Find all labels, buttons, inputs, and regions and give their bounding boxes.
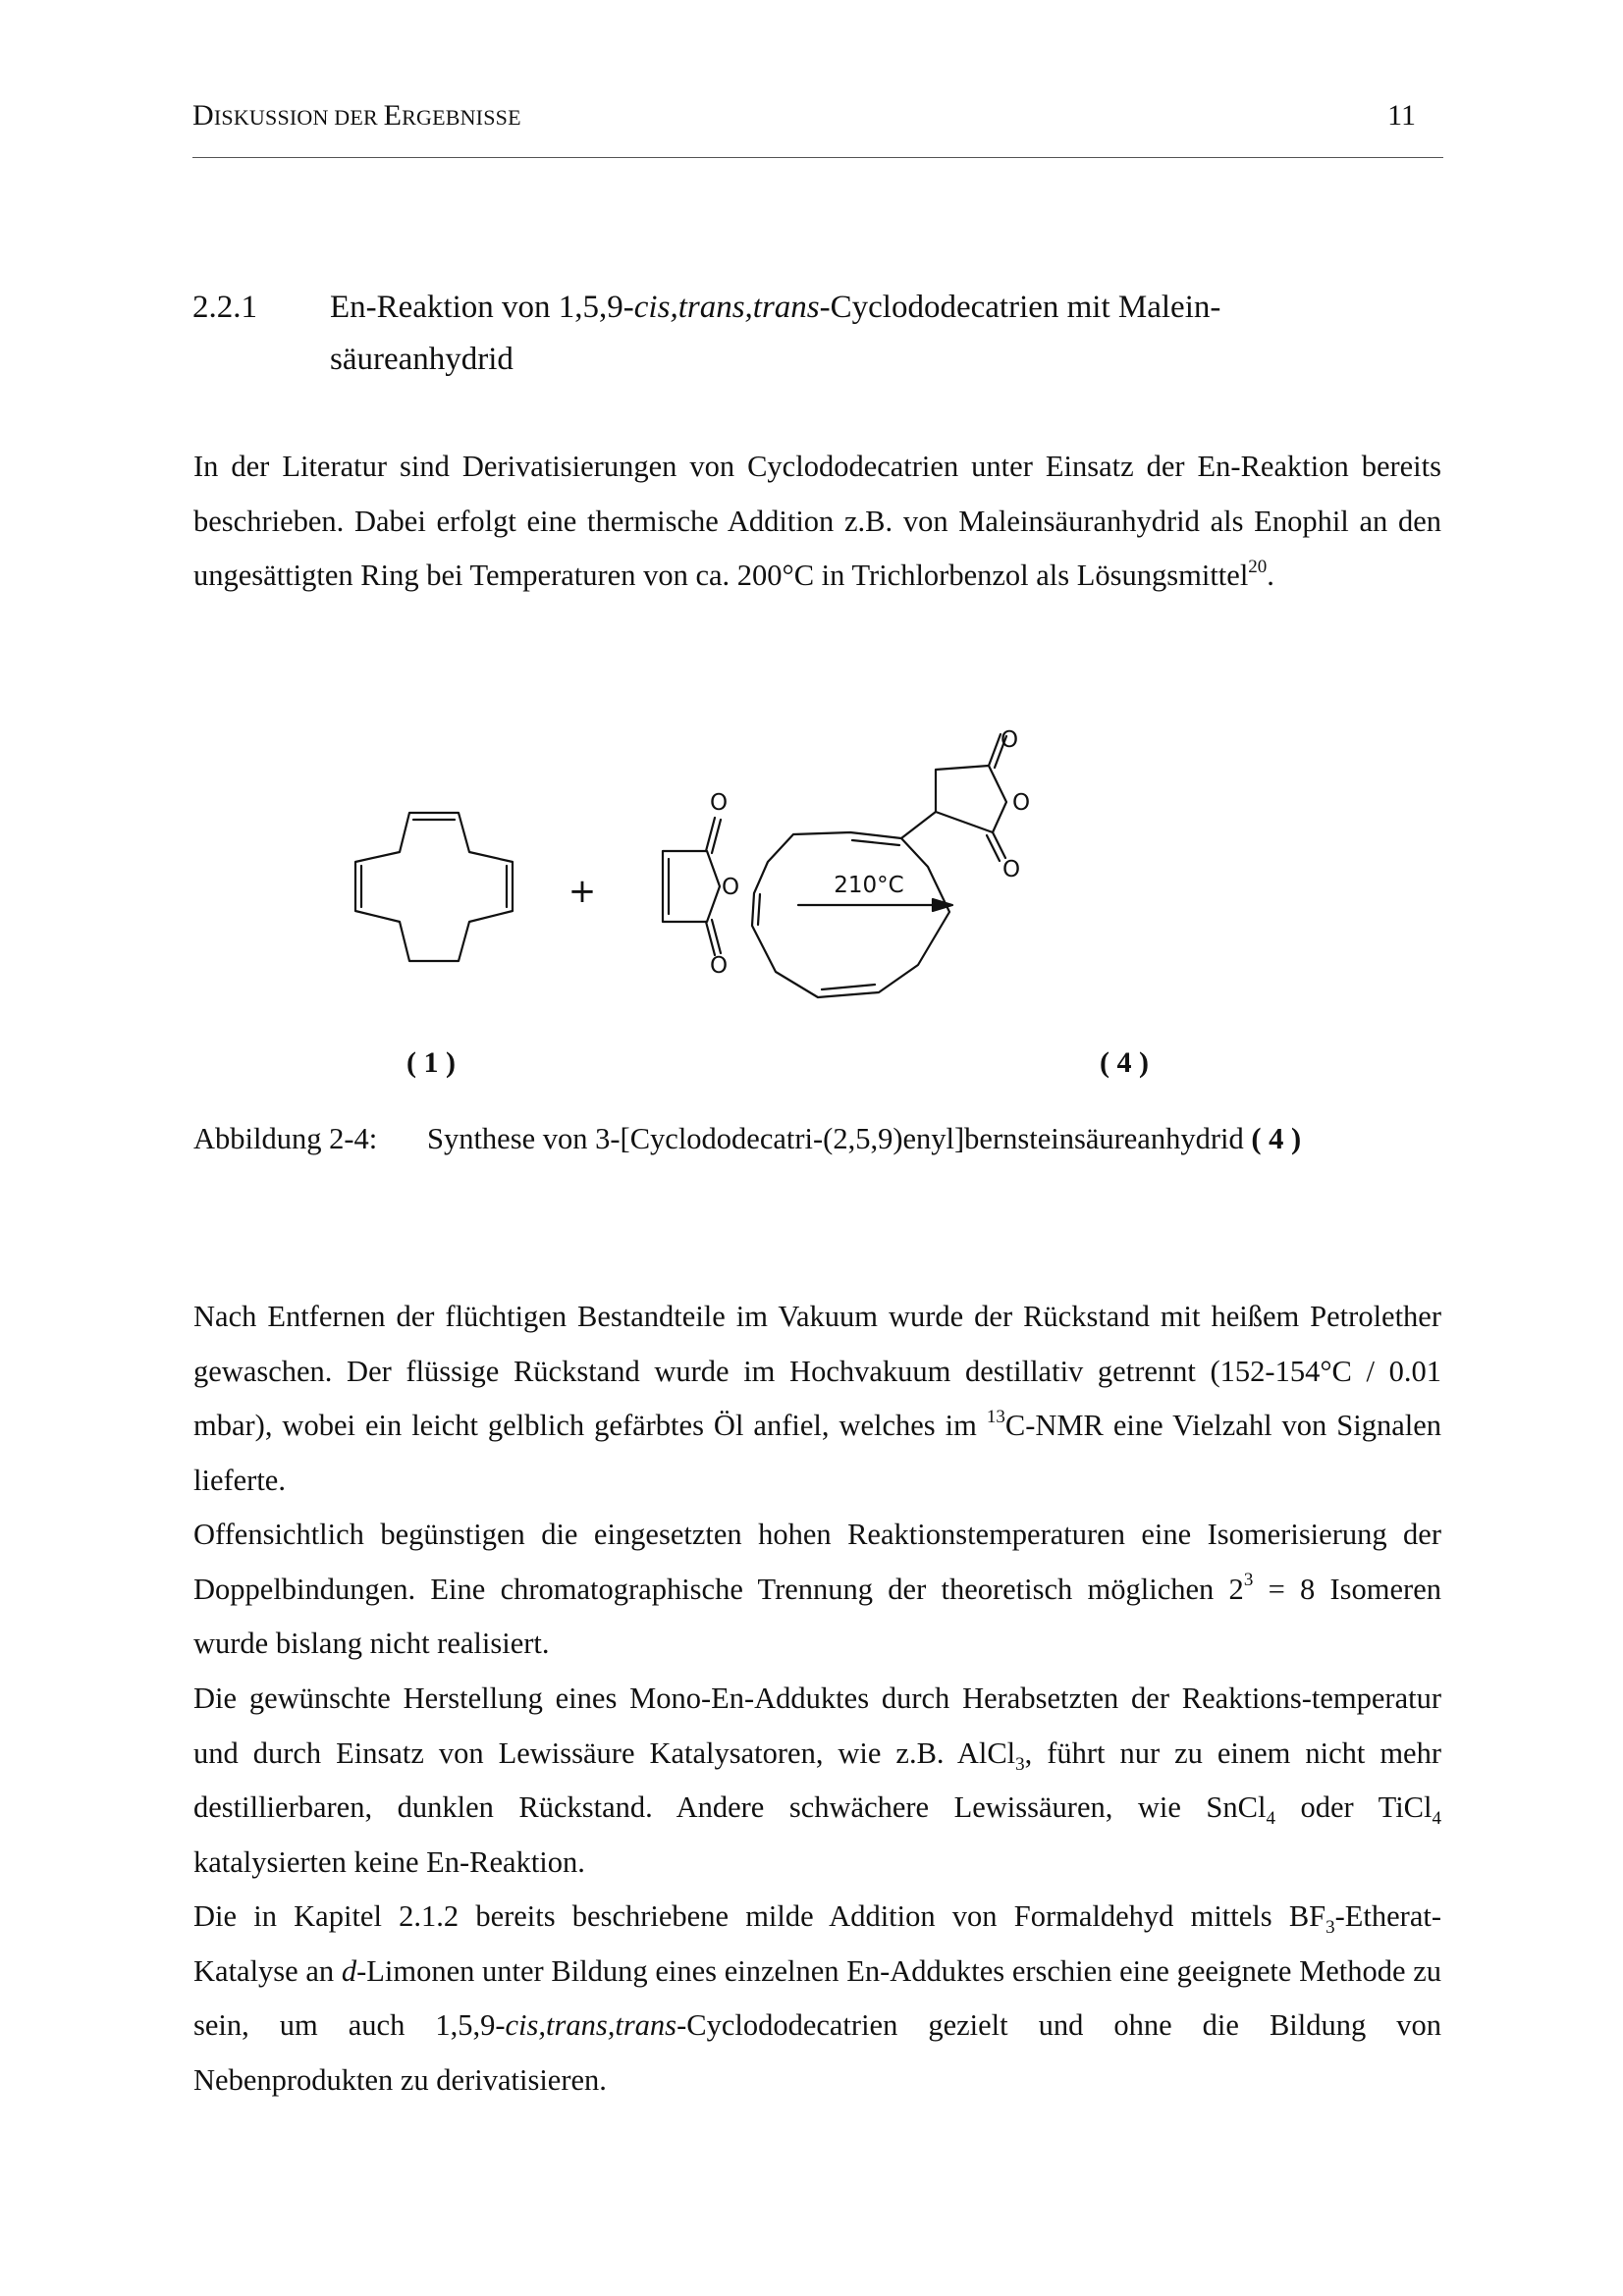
cyclododecatriene-structure (355, 813, 513, 961)
page-number: 11 (1387, 99, 1416, 132)
intro-paragraph: In der Literatur sind Derivatisierungen von Cyclododecatrien unter Einsatz der En-Reaktion bereits beschrieben. Dabei erfolgt eine thermische Addition z.B. von Maleinsäuranhydrid als Enophil an den ungesättigten Ring bei Temperaturen von ca. 200°C in Trichlorbenzol als Lösungsmittel$^{20}$. (193, 450, 1441, 592)
oxygen-label: O (1011, 790, 1031, 816)
figure-caption (193, 1122, 1301, 1156)
reaction-scheme (324, 721, 1355, 1095)
reaction-arrow (798, 899, 952, 911)
product-structure (752, 734, 1006, 997)
running-header (192, 94, 1443, 158)
body-paragraph-3: Die gewünschte Herstellung eines Mono-En-Adduktes durch Herabsetzten der Reaktions-temperatur und durch Einsatz von Lewissäure Katalysatoren, wie z.B. AlCl$_3$, führt nur zu einem nicht mehr destillierbaren, dunklen Rückstand. Andere schwächere Lewissäuren, wie SnCl$_4$ oder TiCl$_4$ katalysierten keine En-Reaktion. (193, 1682, 1441, 1879)
body-paragraph-2: Offensichtlich begünstigen die eingesetzten hohen Reaktionstemperaturen eine Isomerisierung der Doppelbindungen. Eine chromatographische Trennung der theoretisch möglichen $2^3 = 8$ Isomeren wurde bislang nicht realisiert. (193, 1518, 1441, 1660)
section-title: En-Reaktion von 1,5,9-cis,trans,trans-Cyclododecatrien mit Malein- säureanhydrid (330, 290, 1221, 377)
figure-caption-text: Synthese von 3-[Cyclododecatri-(2,5,9)enyl]bernsteinsäureanhydrid (427, 1122, 1244, 1155)
compound-label-4: ( 4 ) (1100, 1046, 1149, 1079)
footnote-ref: 20 (1248, 556, 1268, 577)
reaction-condition: 210°C (834, 873, 904, 898)
compound-label-1: ( 1 ) (406, 1046, 456, 1079)
section-number: 2.2.1 (192, 290, 257, 325)
oxygen-label: O (709, 790, 729, 816)
plus-sign: + (568, 872, 597, 911)
oxygen-label: O (1001, 857, 1021, 882)
body-paragraph-4: Die in Kapitel 2.1.2 bereits beschriebene milde Addition von Formaldehyd mittels $BF_3-Etherat$-Katalyse an d-Limonen unter Bildung eines einzelnen En-Adduktes erschien eine geeignete Methode zu sein, um auch 1,5,9-cis,trans,trans-Cyclododecatrien gezielt und ohne die Bildung von Nebenprodukten zu derivatisieren. (193, 1899, 1442, 2097)
header-title: DISKUSSION DER ERGEBNISSE (192, 99, 521, 132)
oxygen-label: O (709, 953, 729, 979)
oxygen-label: O (721, 875, 740, 900)
figure-caption-label: Abbildung 2-4: (193, 1122, 378, 1155)
body-paragraph-1: Nach Entfernen der flüchtigen Bestandteile im Vakuum wurde der Rückstand mit heißem Petrolether gewaschen. Der flüssige Rückstand wurde im Hochvakuum destillativ getrennt (152-154°C / 0.01 mbar), wobei ein leicht gelblich gefärbtes Öl anfiel, welches im $^{13}$C-NMR eine Vielzahl von Signalen lieferte. (193, 1300, 1442, 1497)
figure-caption-compound: ( 4 ) (1251, 1122, 1302, 1155)
oxygen-label: O (1000, 727, 1019, 753)
maleic-anhydride-structure (663, 818, 721, 955)
